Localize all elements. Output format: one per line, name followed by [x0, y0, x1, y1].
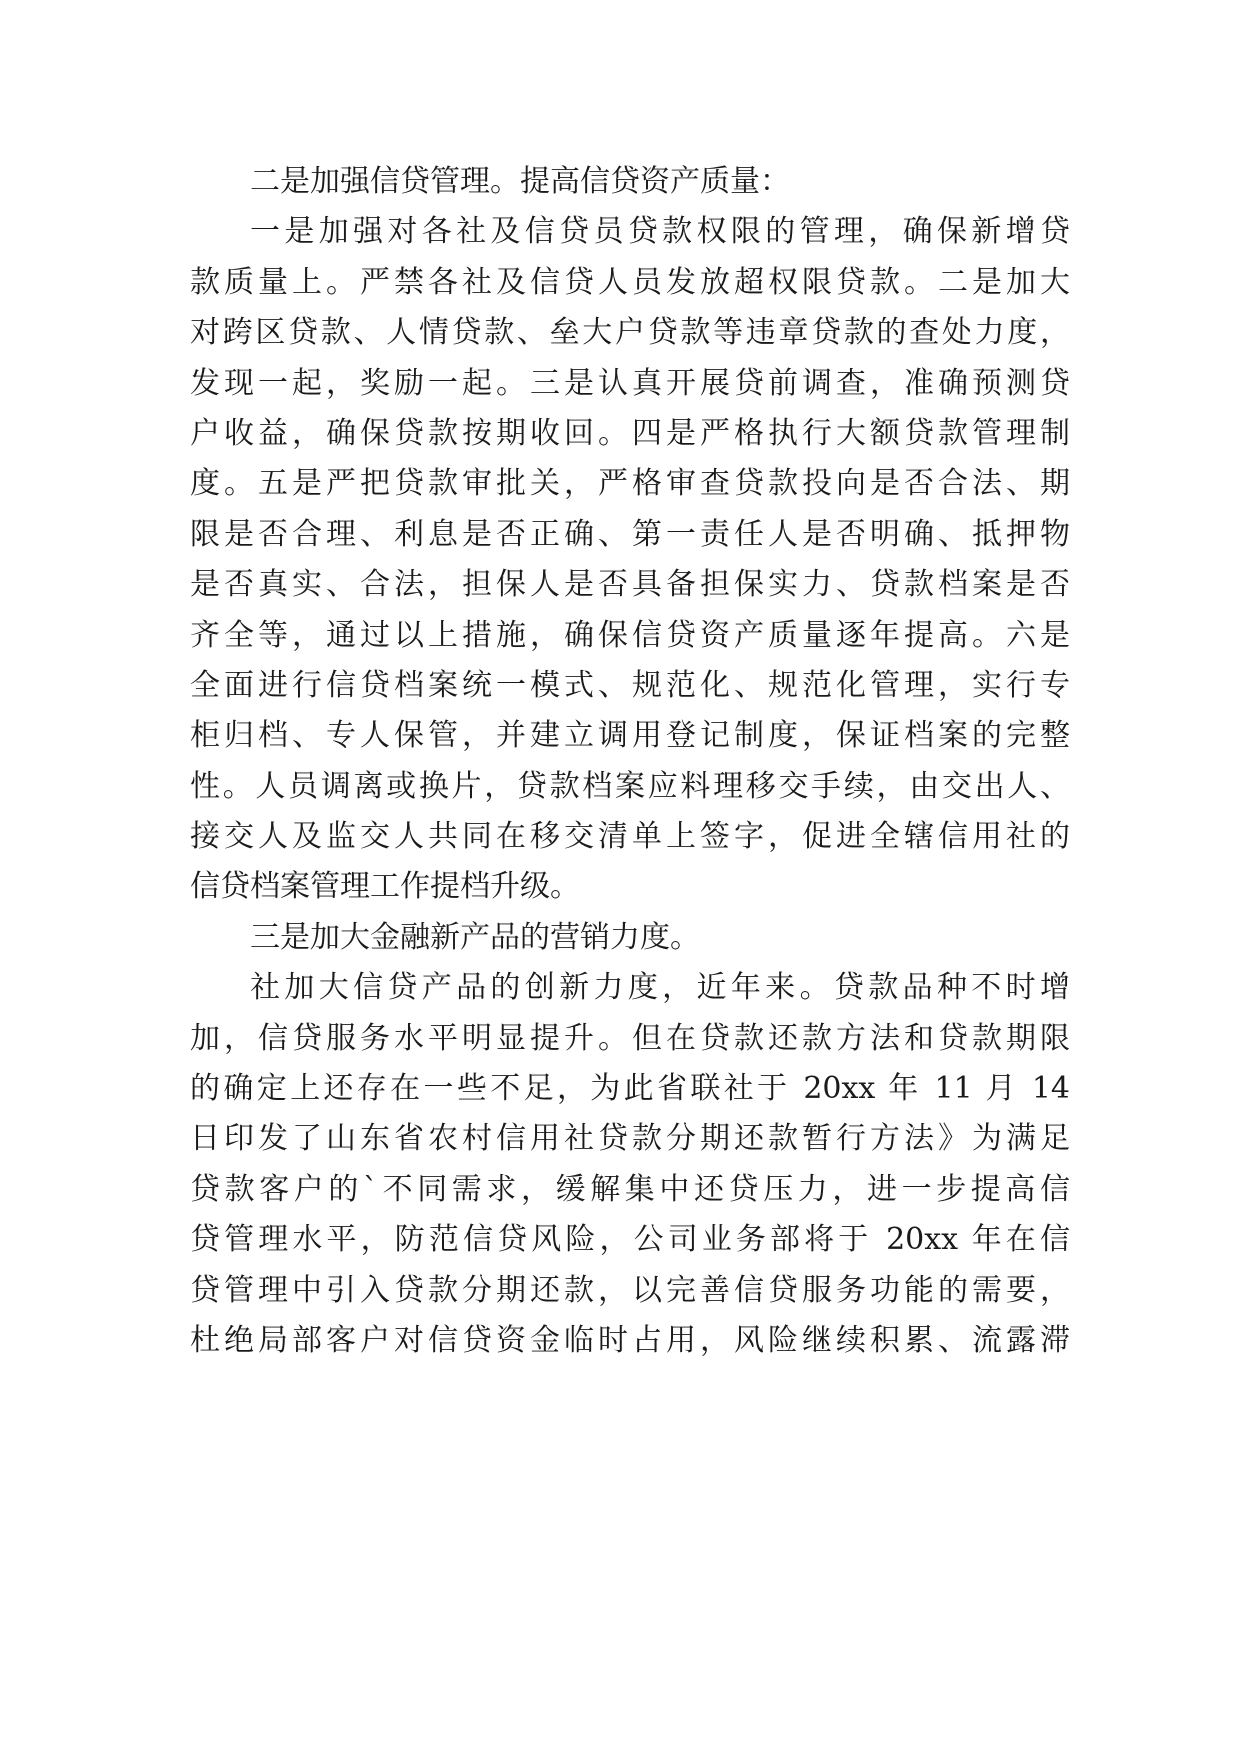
text-line: 贷管理水平，防范信贷风险，公司业务部将于 20xx 年在信	[190, 1222, 1070, 1258]
text-line: 对跨区贷款、人情贷款、垒大户贷款等违章贷款的查处力度，	[190, 315, 1070, 351]
text-line: 接交人及监交人共同在移交清单上签字，促进全辖信用社的	[190, 819, 1070, 855]
text-line: 款质量上。严禁各社及信贷人员发放超权限贷款。二是加大	[190, 264, 1070, 300]
text-line: 限是否合理、利息是否正确、第一责任人是否明确、抵押物	[190, 516, 1070, 552]
text-line: 社加大信贷产品的创新力度，近年来。贷款品种不时增	[250, 970, 1070, 1006]
text-line: 杜绝局部客户对信贷资金临时占用，风险继续积累、流露滞	[190, 1322, 1070, 1358]
text-line: 柜归档、专人保管，并建立调用登记制度，保证档案的完整	[190, 718, 1070, 754]
text-line: 度。五是严把贷款审批关，严格审查贷款投向是否合法、期	[190, 466, 1070, 502]
text-line: 发现一起，奖励一起。三是认真开展贷前调查，准确预测贷	[190, 365, 1070, 401]
text-line: 的确定上还存在一些不足，为此省联社于 20xx 年 11 月 14	[190, 1071, 1070, 1107]
text-line: 一是加强对各社及信贷员贷款权限的管理，确保新增贷	[250, 214, 1070, 250]
document-body	[190, 157, 1070, 1366]
text-line: 贷管理中引入贷款分期还款，以完善信贷服务功能的需要，	[190, 1272, 1070, 1308]
text-line: 信贷档案管理工作提档升级。	[190, 869, 580, 905]
text-line: 户收益，确保贷款按期收回。四是严格执行大额贷款管理制	[190, 415, 1070, 451]
text-line: 贷款客户的`不同需求，缓解集中还贷压力，进一步提高信	[190, 1171, 1070, 1207]
text-line: 性。人员调离或换片，贷款档案应料理移交手续，由交出人、	[190, 768, 1070, 804]
text-line: 全面进行信贷档案统一模式、规范化、规范化管理，实行专	[190, 667, 1070, 703]
text-line: 日印发了山东省农村信用社贷款分期还款暂行方法》为满足	[190, 1121, 1070, 1157]
text-line: 是否真实、合法，担保人是否具备担保实力、贷款档案是否	[190, 567, 1070, 603]
text-line: 三是加大金融新产品的营销力度。	[250, 919, 700, 955]
text-line: 加，信贷服务水平明显提升。但在贷款还款方法和贷款期限	[190, 1020, 1070, 1056]
text-line: 齐全等，通过以上措施，确保信贷资产质量逐年提高。六是	[190, 617, 1070, 653]
text-line: 二是加强信贷管理。提高信贷资产质量：	[250, 164, 790, 199]
